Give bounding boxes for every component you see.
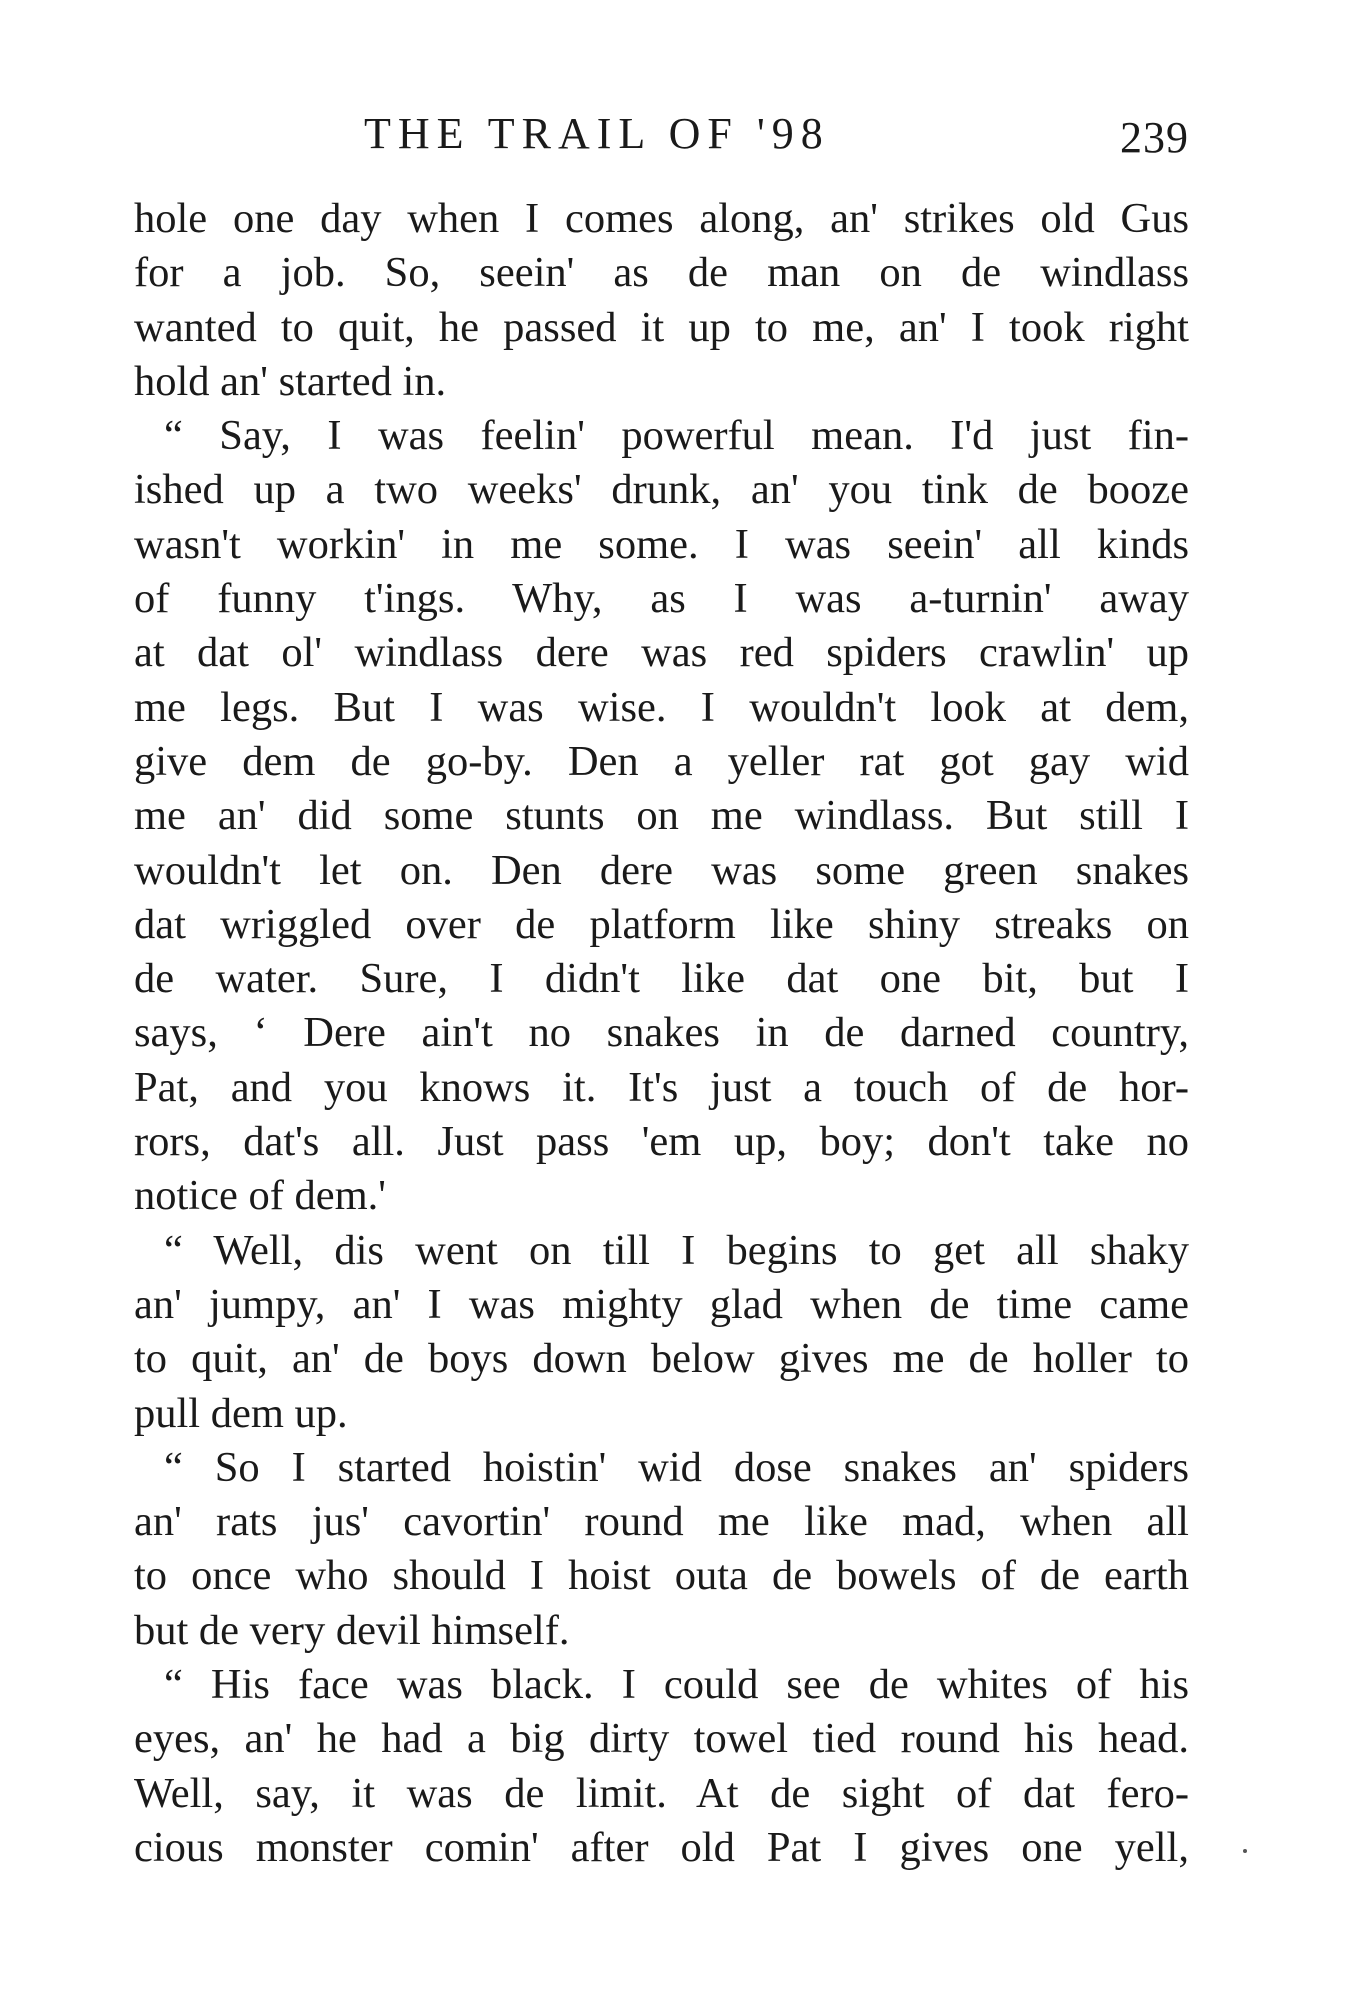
page-number: 239	[1120, 113, 1189, 162]
text-line: de water. Sure, I didn't like dat one bit, but I	[134, 955, 1189, 1003]
text-line: pull dem up.	[134, 1389, 348, 1437]
text-line: notice of dem.'	[134, 1172, 386, 1220]
stray-mark	[1243, 1849, 1247, 1853]
running-title: THE TRAIL OF '98	[364, 109, 830, 158]
text-line: to once who should I hoist outa de bowels of de earth	[134, 1552, 1189, 1600]
text-line: rors, dat's all. Just pass 'em up, boy; don't take no	[134, 1118, 1189, 1166]
running-head	[134, 104, 1189, 164]
text-line: Pat, and you knows it. It's just a touch of de hor-	[134, 1063, 1189, 1111]
text-line: wouldn't let on. Den dere was some green snakes	[134, 846, 1189, 894]
text-line: but de very devil himself.	[134, 1606, 570, 1654]
paragraph	[134, 409, 1189, 1223]
paragraph	[134, 1224, 1189, 1441]
text-line: says, ‘ Dere ain't no snakes in de darned country,	[134, 1009, 1189, 1057]
text-line: to quit, an' de boys down below gives me de holler to	[134, 1335, 1189, 1383]
text-line: wasn't workin' in me some. I was seein' all kinds	[134, 520, 1189, 568]
text-line: eyes, an' he had a big dirty towel tied round his head.	[134, 1715, 1189, 1763]
text-line: hold an' started in.	[134, 357, 447, 405]
text-line: me an' did some stunts on me windlass. But still I	[134, 792, 1189, 840]
text-line: for a job. So, seein' as de man on de windlass	[134, 249, 1189, 297]
text-line: Well, say, it was de limit. At de sight of dat fero-	[134, 1769, 1189, 1817]
text-line: ished up a two weeks' drunk, an' you tink de booze	[134, 466, 1189, 514]
text-line: of funny t'ings. Why, as I was a-turnin' away	[134, 575, 1189, 623]
paragraph	[134, 192, 1189, 409]
text-line: “ His face was black. I could see de whites of his	[164, 1661, 1189, 1709]
text-line: “ So I started hoistin' wid dose snakes an' spiders	[164, 1443, 1189, 1491]
text-line: cious monster comin' after old Pat I gives one yell,	[134, 1823, 1189, 1871]
text-line: hole one day when I comes along, an' strikes old Gus	[134, 195, 1189, 242]
paragraph	[134, 1658, 1189, 1875]
body-text	[134, 192, 1189, 1875]
text-line: me legs. But I was wise. I wouldn't look at dem,	[134, 683, 1189, 731]
text-line: give dem de go-by. Den a yeller rat got gay wid	[134, 737, 1189, 785]
paragraph	[134, 1441, 1189, 1658]
text-line: wanted to quit, he passed it up to me, an' I took right	[134, 303, 1189, 351]
text-line: “ Well, dis went on till I begins to get all shaky	[164, 1226, 1189, 1274]
text-line: at dat ol' windlass dere was red spiders crawlin' up	[134, 629, 1189, 677]
text-line: an' jumpy, an' I was mighty glad when de time came	[134, 1280, 1189, 1328]
text-line: an' rats jus' cavortin' round me like mad, when all	[134, 1498, 1189, 1546]
text-line: “ Say, I was feelin' powerful mean. I'd just fin-	[164, 412, 1189, 460]
text-line: dat wriggled over de platform like shiny streaks on	[134, 900, 1189, 948]
